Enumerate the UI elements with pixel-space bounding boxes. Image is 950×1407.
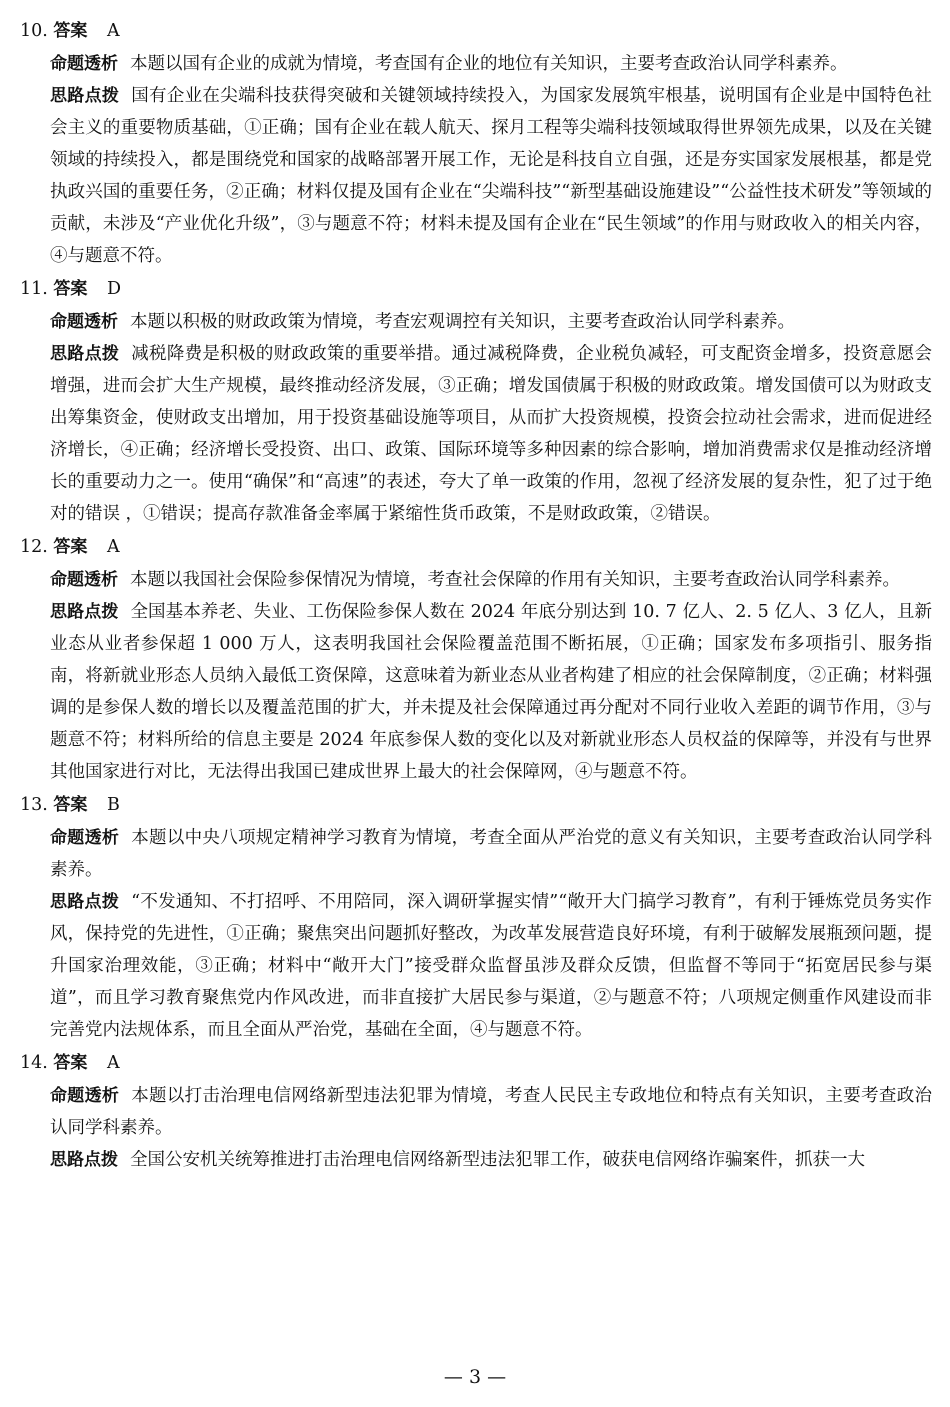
thinking-paragraph bbox=[50, 338, 932, 530]
thinking-heading: 思路点拨 bbox=[50, 602, 119, 622]
thinking-heading: 思路点拨 bbox=[50, 86, 120, 106]
answer-heading: 答案 bbox=[53, 21, 88, 41]
answer-line bbox=[20, 530, 932, 564]
question-item-11 bbox=[20, 272, 932, 530]
question-number: 13. bbox=[20, 795, 48, 815]
answer-value: B bbox=[107, 795, 120, 815]
question-number: 11. bbox=[20, 279, 48, 299]
thinking-text: “不发通知、不打招呼、不用陪同，深入调研掌握实情”“敞开大门搞学习教育”，有利于锤炼党员务实作风，保持党的先进性，①正确；聚焦突出问题抓好整改，为改革发展营造良好环境，有利于破解发展瓶颈问题，提升国家治理效能，③正确；材料中“敞开大门”接受群众监督虽涉及群众反馈，但监督不等同于“拓宽居民参与渠道”，而且学习教育聚焦党内作风改进，而非直接扩大居民参与渠道，②与题意不符；八项规定侧重作风建设而非完善党内法规体系，而且全面从严治党，基础在全面，④与题意不符。 bbox=[50, 892, 932, 1040]
thinking-text: 全国公安机关统筹推进打击治理电信网络新型违法犯罪工作，破获电信网络诈骗案件，抓获一大 bbox=[130, 1150, 865, 1170]
question-number: 12. bbox=[20, 537, 48, 557]
thinking-text: 全国基本养老、失业、工伤保险参保人数在 2024 年底分别达到 10. 7 亿人、2. 5 亿人、3 亿人，且新业态从业者参保超 1 000 万人，这表明我国社会保险覆盖范围不断拓展，①正确；国家发布多项指引、服务指南，将新就业形态人员纳入最低工资保障，这意味着为新业态从业者构建了相应的社会保障制度，②正确；材料强调的是参保人数的增长以及覆盖范围的扩大，并未提及社会保障通过再分配对不同行业收入差距的调节作用，③与题意不符；材料所给的信息主要是 2024 年底参保人数的变化以及对新就业形态人员权益的保障等，并没有与世界其他国家进行对比，无法得出我国已建成世界上最大的社会保障网，④与题意不符。 bbox=[50, 602, 933, 782]
analysis-heading: 命题透析 bbox=[50, 1086, 120, 1106]
answer-heading: 答案 bbox=[53, 279, 88, 299]
analysis-paragraph bbox=[50, 822, 932, 886]
page-number: — 3 — bbox=[443, 1366, 507, 1388]
answer-value: D bbox=[107, 279, 122, 299]
answer-line bbox=[20, 1046, 932, 1080]
answer-line bbox=[20, 272, 932, 306]
answer-explanations bbox=[20, 14, 932, 1176]
thinking-heading: 思路点拨 bbox=[50, 1150, 118, 1170]
analysis-heading: 命题透析 bbox=[50, 54, 118, 74]
thinking-paragraph bbox=[50, 886, 932, 1046]
answer-heading: 答案 bbox=[53, 537, 88, 557]
answer-heading: 答案 bbox=[53, 1053, 88, 1073]
answer-line bbox=[20, 788, 932, 822]
answer-value: A bbox=[107, 21, 120, 41]
answer-value: A bbox=[107, 537, 120, 557]
thinking-paragraph bbox=[50, 1144, 932, 1176]
analysis-heading: 命题透析 bbox=[50, 312, 118, 332]
thinking-paragraph bbox=[50, 596, 932, 788]
thinking-heading: 思路点拨 bbox=[50, 344, 120, 364]
question-number: 10. bbox=[20, 21, 48, 41]
analysis-paragraph bbox=[50, 564, 932, 596]
thinking-text: 国有企业在尖端科技获得突破和关键领域持续投入，为国家发展筑牢根基，说明国有企业是中国特色社会主义的重要物质基础，①正确；国有企业在载人航天、探月工程等尖端科技领域取得世界领先成果，以及在关键领域的持续投入，都是围绕党和国家的战略部署开展工作，无论是科技自立自强，还是夯实国家发展根基，都是党执政兴国的重要任务，②正确；材料仅提及国有企业在“尖端科技”“新型基础设施建设”“公益性技术研发”等领域的贡献，未涉及“产业优化升级”，③与题意不符；材料未提及国有企业在“民生领域”的作用与财政收入的相关内容，④与题意不符。 bbox=[50, 86, 933, 266]
question-item-10 bbox=[20, 14, 932, 272]
answer-line bbox=[20, 14, 932, 48]
question-item-13 bbox=[20, 788, 932, 1046]
analysis-text: 本题以我国社会保险参保情况为情境，考查社会保障的作用有关知识，主要考查政治认同学科素养。 bbox=[130, 570, 900, 590]
analysis-paragraph bbox=[50, 48, 932, 80]
analysis-heading: 命题透析 bbox=[50, 828, 120, 848]
answer-value: A bbox=[107, 1053, 120, 1073]
question-number: 14. bbox=[20, 1053, 48, 1073]
thinking-text: 减税降费是积极的财政政策的重要举措。通过减税降费，企业税负减轻，可支配资金增多，投资意愿会增强，进而会扩大生产规模，最终推动经济发展，③正确；增发国债属于积极的财政政策。增发国债可以为财政支出筹集资金，使财政支出增加，用于投资基础设施等项目，从而扩大投资规模，投资会拉动社会需求，进而促进经济增长，④正确；经济增长受投资、出口、政策、国际环境等多种因素的综合影响，增加消费需求仅是推动经济增长的重要动力之一。使用“确保”和“高速”的表述，夸大了单一政策的作用，忽视了经济发展的复杂性，犯了过于绝对的错误 ，①错误；提高存款准备金率属于紧缩性货币政策，不是财政政策，②错误。 bbox=[50, 344, 933, 524]
question-item-14 bbox=[20, 1046, 932, 1176]
thinking-paragraph bbox=[50, 80, 932, 272]
analysis-text: 本题以积极的财政政策为情境，考查宏观调控有关知识，主要考查政治认同学科素养。 bbox=[130, 312, 795, 332]
analysis-paragraph bbox=[50, 306, 932, 338]
analysis-text: 本题以中央八项规定精神学习教育为情境，考查全面从严治党的意义有关知识，主要考查政治认同学科素养。 bbox=[50, 828, 933, 880]
answer-heading: 答案 bbox=[53, 795, 88, 815]
analysis-text: 本题以国有企业的成就为情境，考查国有企业的地位有关知识，主要考查政治认同学科素养。 bbox=[130, 54, 848, 74]
analysis-heading: 命题透析 bbox=[50, 570, 118, 590]
analysis-text: 本题以打击治理电信网络新型违法犯罪为情境，考查人民民主专政地位和特点有关知识，主要考查政治认同学科素养。 bbox=[50, 1086, 933, 1138]
analysis-paragraph bbox=[50, 1080, 932, 1144]
thinking-heading: 思路点拨 bbox=[50, 892, 120, 912]
question-item-12 bbox=[20, 530, 932, 788]
